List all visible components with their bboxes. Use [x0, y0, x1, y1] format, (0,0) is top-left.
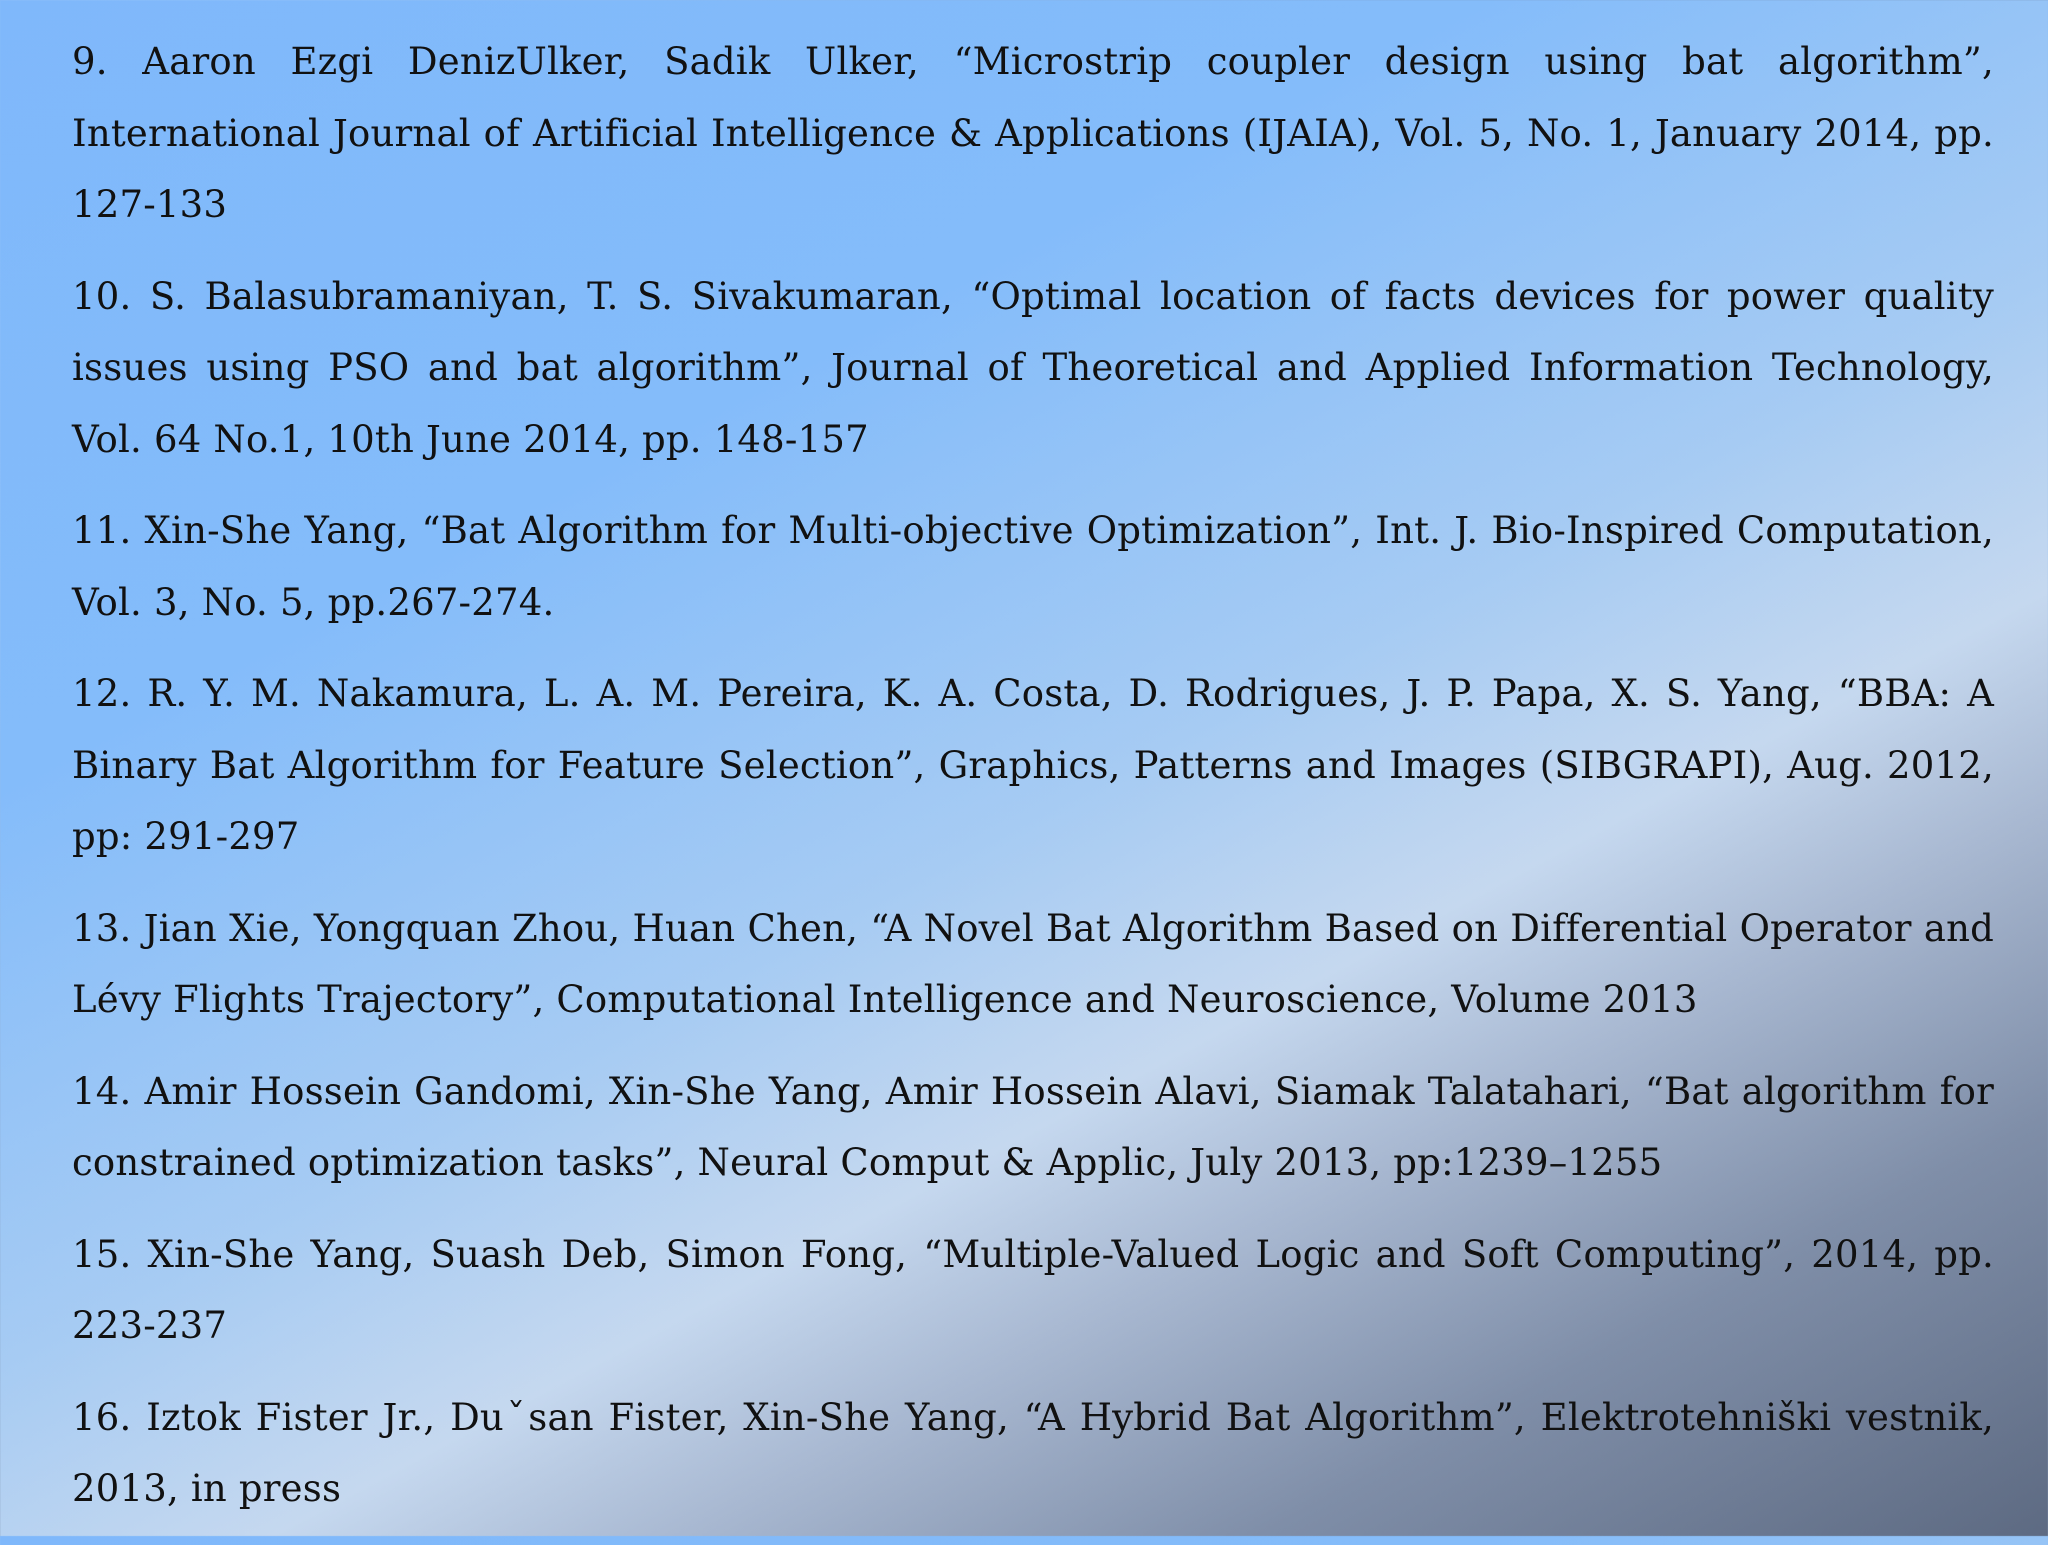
- reference-item-13: 13. Jian Xie, Yongquan Zhou, Huan Chen, “A Novel Bat Algorithm Based on Differential Operator and Lévy Flights Trajectory”, Computational Intelligence and Neuroscience, Volume 2013: [72, 906, 1994, 1021]
- reference-list: [72, 26, 1994, 1545]
- reference-item-15: 15. Xin-She Yang, Suash Deb, Simon Fong, “Multiple-Valued Logic and Soft Computing”, 2014, pp. 223-237: [72, 1232, 1994, 1347]
- reference-item-10: 10. S. Balasubramaniyan, T. S. Sivakumaran, “Optimal location of facts devices for power quality issues using PSO and bat algorithm”, Journal of Theoretical and Applied Information Technology, Vol. 64 No.1, 10th June 2014, pp. 148-157: [72, 274, 1994, 461]
- reference-item-9: 9. Aaron Ezgi DenizUlker, Sadik Ulker, “Microstrip coupler design using bat algorithm”, International Journal of Artificial Intelligence & Applications (IJAIA), Vol. 5, No. 1, January 2014, pp. 127-133: [72, 40, 1994, 226]
- reference-item-11: 11. Xin-She Yang, “Bat Algorithm for Multi-objective Optimization”, Int. J. Bio-Inspired Computation, Vol. 3, No. 5, pp.267-274.: [72, 509, 1994, 624]
- reference-item-12: 12. R. Y. M. Nakamura, L. A. M. Pereira, K. A. Costa, D. Rodrigues, J. P. Papa, X. S. Yang, “BBA: A Binary Bat Algorithm for Feature Selection”, Graphics, Patterns and Images (SIBGRAPI), Aug. 2012, pp: 291-297: [72, 672, 1994, 858]
- reference-item-14: 14. Amir Hossein Gandomi, Xin-She Yang, Amir Hossein Alavi, Siamak Talatahari, “Bat algorithm for constrained optimization tasks”, Neural Comput & Applic, July 2013, pp:1239–1255: [72, 1069, 1994, 1184]
- reference-item-16: 16. Iztok Fister Jr., Duˇsan Fister, Xin-She Yang, “A Hybrid Bat Algorithm”, Elektrotehniški vestnik, 2013, in press: [72, 1395, 1994, 1510]
